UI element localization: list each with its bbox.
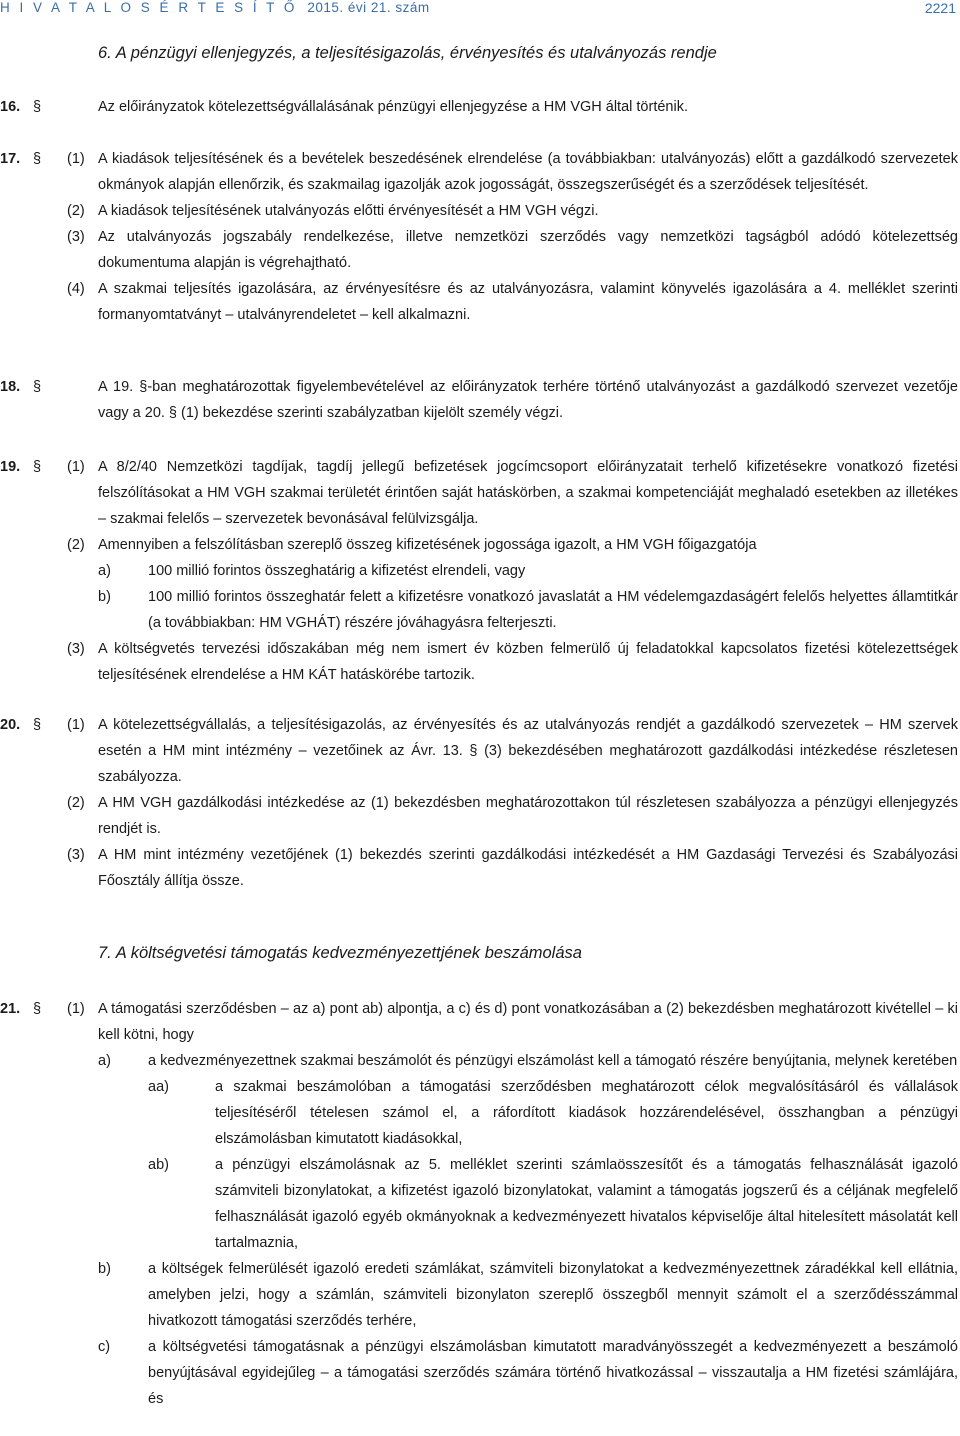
paragraph-text: A HM mint intézmény vezetőjének (1) bekezdés szerinti gazdálkodási intézkedését a HM Gazdasági Tervezési és Szabályozási Főosztály állítja össze. [98, 847, 958, 889]
paragraph-number: (1) [67, 151, 85, 167]
item-label: a) [98, 1053, 111, 1069]
paragraph-text: A kötelezettségvállalás, a teljesítésigazolás, az érvényesítés és az utalványozás rendjét a gazdálkodó szervezetek – HM szervek esetén a HM mint intézmény – vezetőinek az Ávr. 13. § (3) bekezdésében meghatározott gazdálkodási intézkedése részletesen szabályozza. [98, 717, 958, 785]
chapter-6-title: 6. A pénzügyi ellenjegyzés, a teljesítésigazolás, érvényesítés és utalványozás rendje [98, 44, 717, 62]
section-20 [0, 712, 960, 894]
item-text: a költségvetési támogatásnak a pénzügyi elszámolásban kimutatott maradványösszegét a kedvezményezett a beszámoló benyújtásával egyidejűleg – a támogatási szerződés számára történő hivatkozással – visszautalja a HM fizetési számlájára, és [148, 1339, 958, 1407]
paragraph [0, 224, 960, 276]
section-number: 19. [0, 459, 21, 475]
section-number: 20. [0, 717, 21, 733]
paragraph-number: (1) [67, 1001, 85, 1017]
section-text: A 19. §-ban meghatározottak figyelembevételével az előirányzatok terhére történő utalványozást a gazdálkodó szervezet vezetője vagy a 20. § (1) bekezdése szerinti szabályzatban kijelölt személy végzi. [98, 379, 958, 421]
paragraph-number: (1) [67, 459, 85, 475]
paragraph [0, 454, 960, 532]
list-item [0, 1256, 960, 1334]
item-text: 100 millió forintos összeghatárig a kifizetést elrendeli, vagy [148, 563, 526, 579]
chapter-7-title: 7. A költségvetési támogatás kedvezményezettjének beszámolása [98, 944, 582, 962]
paragraph-number: (2) [67, 795, 85, 811]
paragraph-text: A kiadások teljesítésének utalványozás előtti érvényesítését a HM VGH végzi. [98, 203, 599, 219]
paragraph-text: A HM VGH gazdálkodási intézkedése az (1) bekezdésben meghatározottakon túl részletesen szabályozza a pénzügyi ellenjegyzés rendjét is. [98, 795, 958, 837]
section-number: 18. [0, 379, 21, 395]
paragraph-number: (3) [67, 847, 85, 863]
paragraph [0, 532, 960, 558]
paragraph [0, 146, 960, 198]
sub-item-text: a szakmai beszámolóban a támogatási szerződésben meghatározott célok megvalósításáról és vállalások teljesítéséről tételesen számol el, a ráfordított kiadások hozzárendelésével, összhangban a pénzügyi elszámolásban kimutatott kiadásokkal, [215, 1079, 958, 1147]
item-label: b) [98, 589, 111, 605]
list-item [0, 1334, 960, 1412]
journal-title: H I V A T A L O S É R T E S Í T Ő [0, 0, 298, 15]
list-item [0, 584, 960, 636]
item-label: b) [98, 1261, 111, 1277]
section-21 [0, 996, 960, 1412]
paragraph-text: A költségvetés tervezési időszakában még nem ismert év közben felmerülő új feladatokkal kapcsolatos fizetési kötelezettségek teljesítésének elrendelése a HM KÁT hatáskörébe tartozik. [98, 641, 958, 683]
item-text: 100 millió forintos összeghatár felett a kifizetésre vonatkozó javaslatát a HM védelemgazdaságért felelős helyettes államtitkár (a továbbiakban: HM VGHÁT) részére jóváhagyásra felterjeszti. [148, 589, 958, 631]
section-number: 21. [0, 1001, 21, 1017]
paragraph-number: (2) [67, 537, 85, 553]
page-header [0, 0, 960, 20]
section-17 [0, 146, 960, 328]
paragraph [0, 842, 960, 894]
section-18 [0, 374, 960, 426]
section-sign: § [33, 459, 42, 475]
section-sign: § [33, 1001, 42, 1017]
section-text: Az előirányzatok kötelezettségvállalásának pénzügyi ellenjegyzése a HM VGH által történik. [98, 99, 688, 115]
header-left [0, 0, 430, 15]
paragraph-number: (3) [67, 229, 85, 245]
list-item [0, 1048, 960, 1074]
paragraph [0, 996, 960, 1048]
section-number: 16. [0, 99, 21, 115]
paragraph-text: Amennyiben a felszólításban szereplő összeg kifizetésének jogossága igazolt, a HM VGH főigazgatója [98, 537, 757, 553]
paragraph [0, 198, 960, 224]
page-number: 2221 [924, 0, 956, 16]
section-number: 17. [0, 151, 21, 167]
section-sign: § [33, 99, 42, 115]
sub-item-label: ab) [148, 1157, 169, 1173]
paragraph-number: (2) [67, 203, 85, 219]
sub-item [0, 1074, 960, 1152]
sub-item [0, 1152, 960, 1256]
sub-item-label: aa) [148, 1079, 169, 1095]
section-16 [0, 94, 960, 120]
item-label: a) [98, 563, 111, 579]
paragraph-text: A támogatási szerződésben – az a) pont ab) alpontja, a c) és d) pont vonatkozásában a (2) bekezdésben meghatározott kivétellel – ki kell kötni, hogy [98, 1001, 958, 1043]
paragraph [0, 636, 960, 688]
paragraph-text: A szakmai teljesítés igazolására, az érvényesítésre és az utalványozásra, valamint könyvelés igazolására a 4. melléklet szerinti formanyomtatványt – utalványrendeletet – kell alkalmazni. [98, 281, 958, 323]
item-text: a költségek felmerülését igazoló eredeti számlákat, számviteli bizonylatokat a kedvezményezettnek záradékkal kell ellátnia, amelyben jelzi, hogy a számlán, számviteli bizonylaton szereplő összegből mennyit számolt el a szerződésszámmal hivatkozott támogatási szerződés terhére, [148, 1261, 958, 1329]
paragraph-number: (3) [67, 641, 85, 657]
paragraph-text: A 8/2/40 Nemzetközi tagdíjak, tagdíj jellegű befizetések jogcímcsoport előirányzatait terhelő kifizetésekre vonatkozó fizetési felszólításokat a HM VGH szakmai területét érintően saját hatáskörben, a szakmai kompetenciáját meghaladó esetekben az illetékes – szakmai felelős – szervezetek bevonásával felülvizsgálja. [98, 459, 958, 527]
paragraph-number: (1) [67, 717, 85, 733]
sub-item-text: a pénzügyi elszámolásnak az 5. melléklet szerinti számlaösszesítőt és a támogatás felhasználását igazoló számviteli bizonylatokat, a kifizetést igazoló bizonylatokat, valamint a támogatás jogszerű és a céljának megfelelő felhasználását igazoló egyéb okmányoknak a kedvezményezett hivatalos képviselője által hitelesített másolatát kell tartalmaznia, [215, 1157, 958, 1251]
item-text: a kedvezményezettnek szakmai beszámolót és pénzügyi elszámolást kell a támogató részére benyújtania, melynek keretében [148, 1053, 958, 1069]
paragraph-number: (4) [67, 281, 85, 297]
paragraph-text: A kiadások teljesítésének és a bevételek beszedésének elrendelése (a továbbiakban: utalványozás) előtt a gazdálkodó szervezetek okmányok alapján ellenőrzik, és szakmailag igazolják azok jogosságát, összegszerűségét és a szerződések teljesítését. [98, 151, 958, 193]
paragraph-text: Az utalványozás jogszabály rendelkezése, illetve nemzetközi szerződés vagy nemzetközi tagságból adódó kötelezettség dokumentuma alapján is végrehajtható. [98, 229, 958, 271]
paragraph [0, 276, 960, 328]
paragraph [0, 790, 960, 842]
list-item [0, 558, 960, 584]
paragraph [0, 712, 960, 790]
section-sign: § [33, 717, 42, 733]
item-label: c) [98, 1339, 111, 1355]
section-sign: § [33, 379, 42, 395]
section-19 [0, 454, 960, 688]
section-sign: § [33, 151, 42, 167]
issue-label: 2015. évi 21. szám [307, 0, 430, 15]
